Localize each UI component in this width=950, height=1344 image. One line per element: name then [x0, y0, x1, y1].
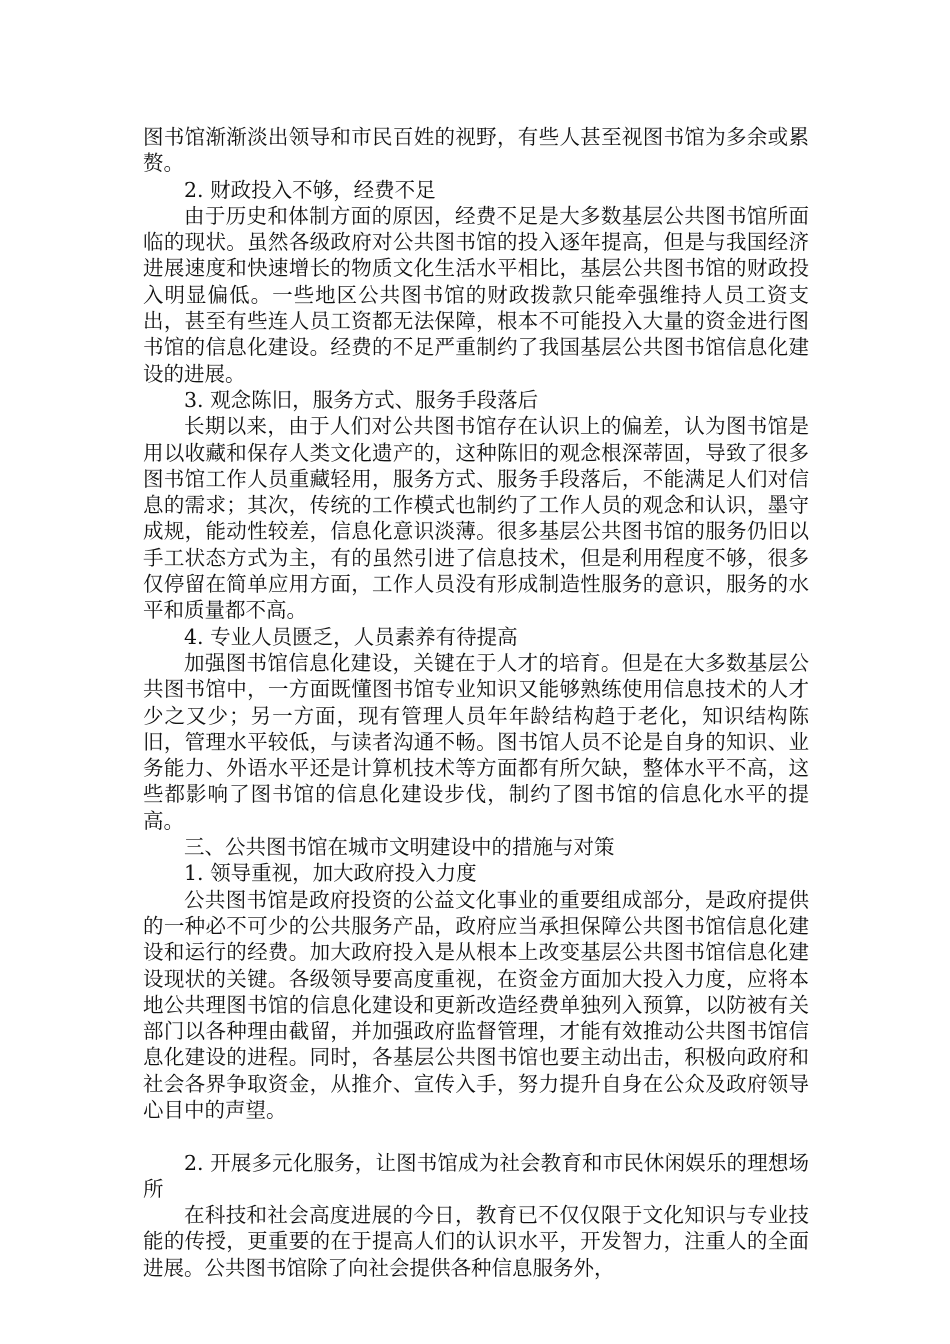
paragraph-staff: 加强图书馆信息化建设，关键在于人才的培育。但是在大多数基层公共图书馆中，一方面既懂图书馆专业知识又能够熟练使用信息技术的人才少之又少；另一方面，现有管理人员年年龄结构趋于老化，知识结构陈旧，管理水平较低，与读者沟通不畅。图书馆人员不论是自身的知识、业务能力、外语水平还是计算机技术等方面都有所欠缺，整体水平不高，这些都影响了图书馆的信息化建设步伐，制约了图书馆的信息化水平的提高。 [143, 650, 809, 833]
paragraph-continuation: 图书馆渐渐淡出领导和市民百姓的视野，有些人甚至视图书馆为多余或累赘。 [143, 125, 809, 176]
section-heading-staff: 4. 专业人员匮乏，人员素养有待提高 [184, 624, 518, 649]
section-heading-leadership: 1. 领导重视，加大政府投入力度 [184, 861, 477, 886]
paragraph-concepts: 长期以来，由于人们对公共图书馆存在认识上的偏差，认为图书馆是用以收藏和保存人类文化遗产的，这种陈旧的观念根深蒂固，导致了很多图书馆工作人员重藏轻用，服务方式、服务手段落后，不能满足人们对信息的需求；其次，传统的工作模式也制约了工作人员的观念和认识，墨守成规，能动性较差，信息化意识淡薄。很多基层公共图书馆的服务仍旧以手工状态方式为主，有的虽然引进了信息技术，但是利用程度不够，很多仅停留在简单应用方面，工作人员没有形成制造性服务的意识，服务的水平和质量都不高。 [143, 414, 809, 623]
chapter-heading-measures: 三、公共图书馆在城市文明建设中的措施与对策 [184, 835, 615, 860]
section-heading-finance: 2. 财政投入不够，经费不足 [184, 177, 436, 202]
paragraph-finance: 由于历史和体制方面的原因，经费不足是大多数基层公共图书馆所面临的现状。虽然各级政府对公共图书馆的投入逐年提高，但是与我国经济进展速度和快速增长的物质文化生活水平相比，基层公共图书馆的财政投入明显偏低。一些地区公共图书馆的财政拨款只能牵强维持人员工资支出，甚至有些连人员工资都无法保障，根本不可能投入大量的资金进行图书馆的信息化建设。经费的不足严重制约了我国基层公共图书馆信息化建设的进展。 [143, 203, 809, 386]
section-heading-concepts: 3. 观念陈旧，服务方式、服务手段落后 [184, 387, 539, 412]
paragraph-leadership: 公共图书馆是政府投资的公益文化事业的重要组成部分，是政府提供的一种必不可少的公共服务产品，政府应当承担保障公共图书馆信息化建设和运行的经费。加大政府投入是从根本上改变基层公共图书馆信息化建设现状的关键。各级领导要高度重视，在资金方面加大投入力度，应将本地公共理图书馆的信息化建设和更新改造经费单独列入预算，以防被有关部门以各种理由截留，并加强政府监督管理，才能有效推动公共图书馆信息化建设的进程。同时，各基层公共图书馆也要主动出击，积极向政府和社会各界争取资金，从推介、宣传入手，努力提升自身在公众及政府领导心目中的声望。 [143, 887, 809, 1122]
blank-line [143, 1123, 809, 1149]
document-page [143, 124, 809, 1281]
section-heading-diversified-service: 2. 开展多元化服务，让图书馆成为社会教育和市民休闲娱乐的理想场所 [143, 1150, 809, 1201]
paragraph-diversified-service: 在科技和社会高度进展的今日，教育已不仅仅限于文化知识与专业技能的传授，更重要的在于提高人们的认识水平，开发智力，注重人的全面进展。公共图书馆除了向社会提供各种信息服务外， [143, 1203, 809, 1280]
